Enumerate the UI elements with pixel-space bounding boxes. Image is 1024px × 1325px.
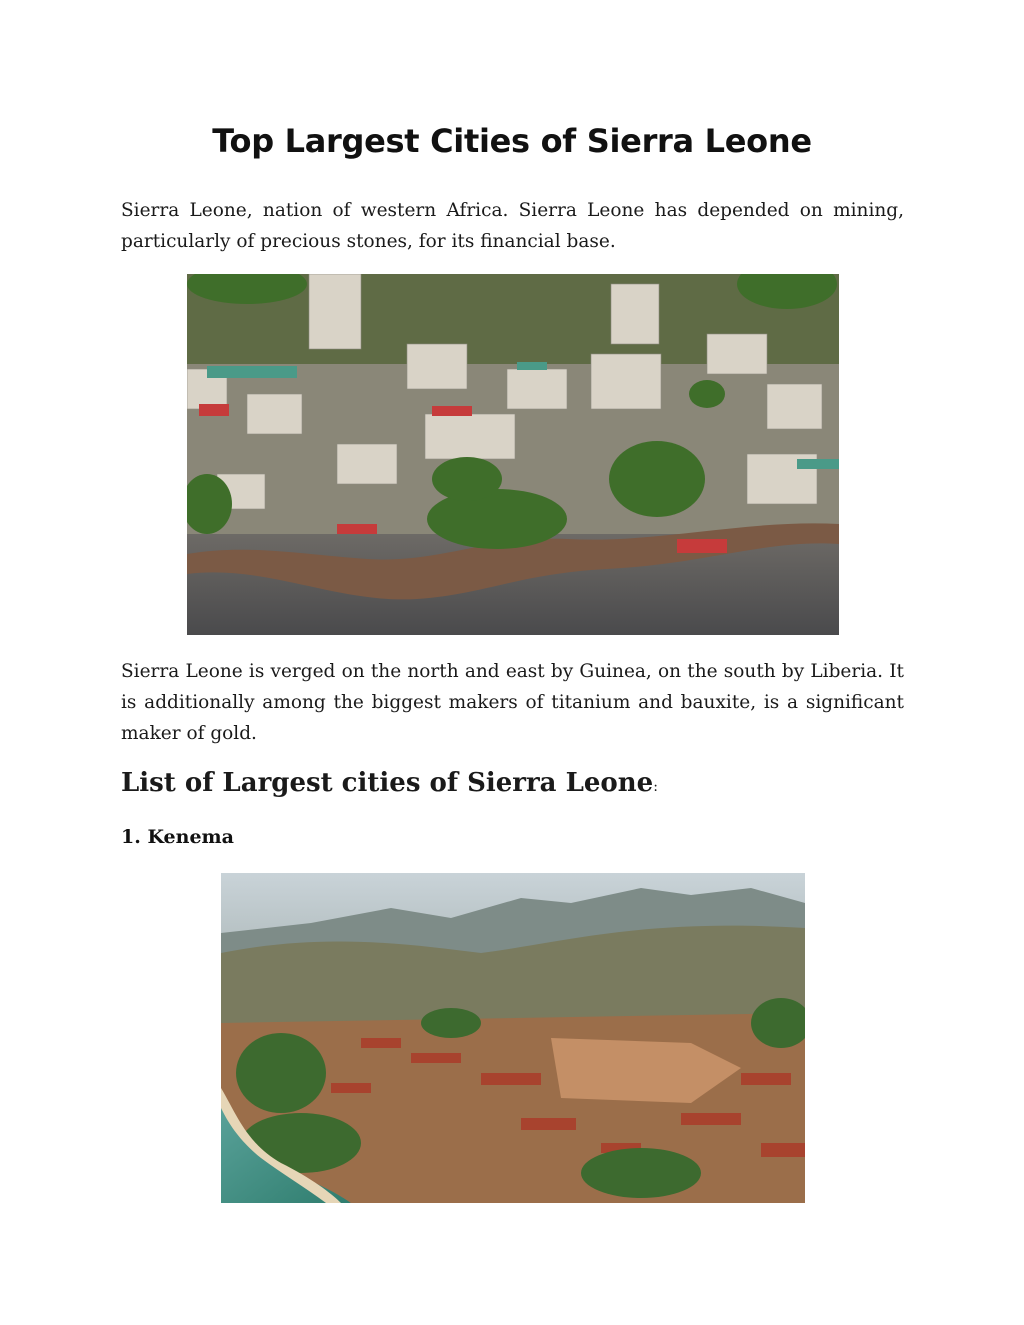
list-heading-colon: :: [653, 779, 658, 795]
list-item-heading: 1. Kenema: [121, 826, 234, 848]
intro-paragraph: Sierra Leone, nation of western Africa. Sierra Leone has depended on mining, particularly of precious stones, for its financial base.: [121, 200, 904, 252]
list-heading: [121, 768, 658, 798]
city-aerial-photo: [187, 274, 839, 635]
page-title: Top Largest Cities of Sierra Leone: [212, 122, 812, 160]
list-heading-text: List of Largest cities of Sierra Leone: [121, 768, 654, 798]
description-paragraph: Sierra Leone is verged on the north and east by Guinea, on the south by Liberia. It is additionally among the biggest makers of titanium and bauxite, is a significant maker of gold.: [121, 661, 904, 744]
kenema-aerial-photo: [221, 873, 805, 1203]
